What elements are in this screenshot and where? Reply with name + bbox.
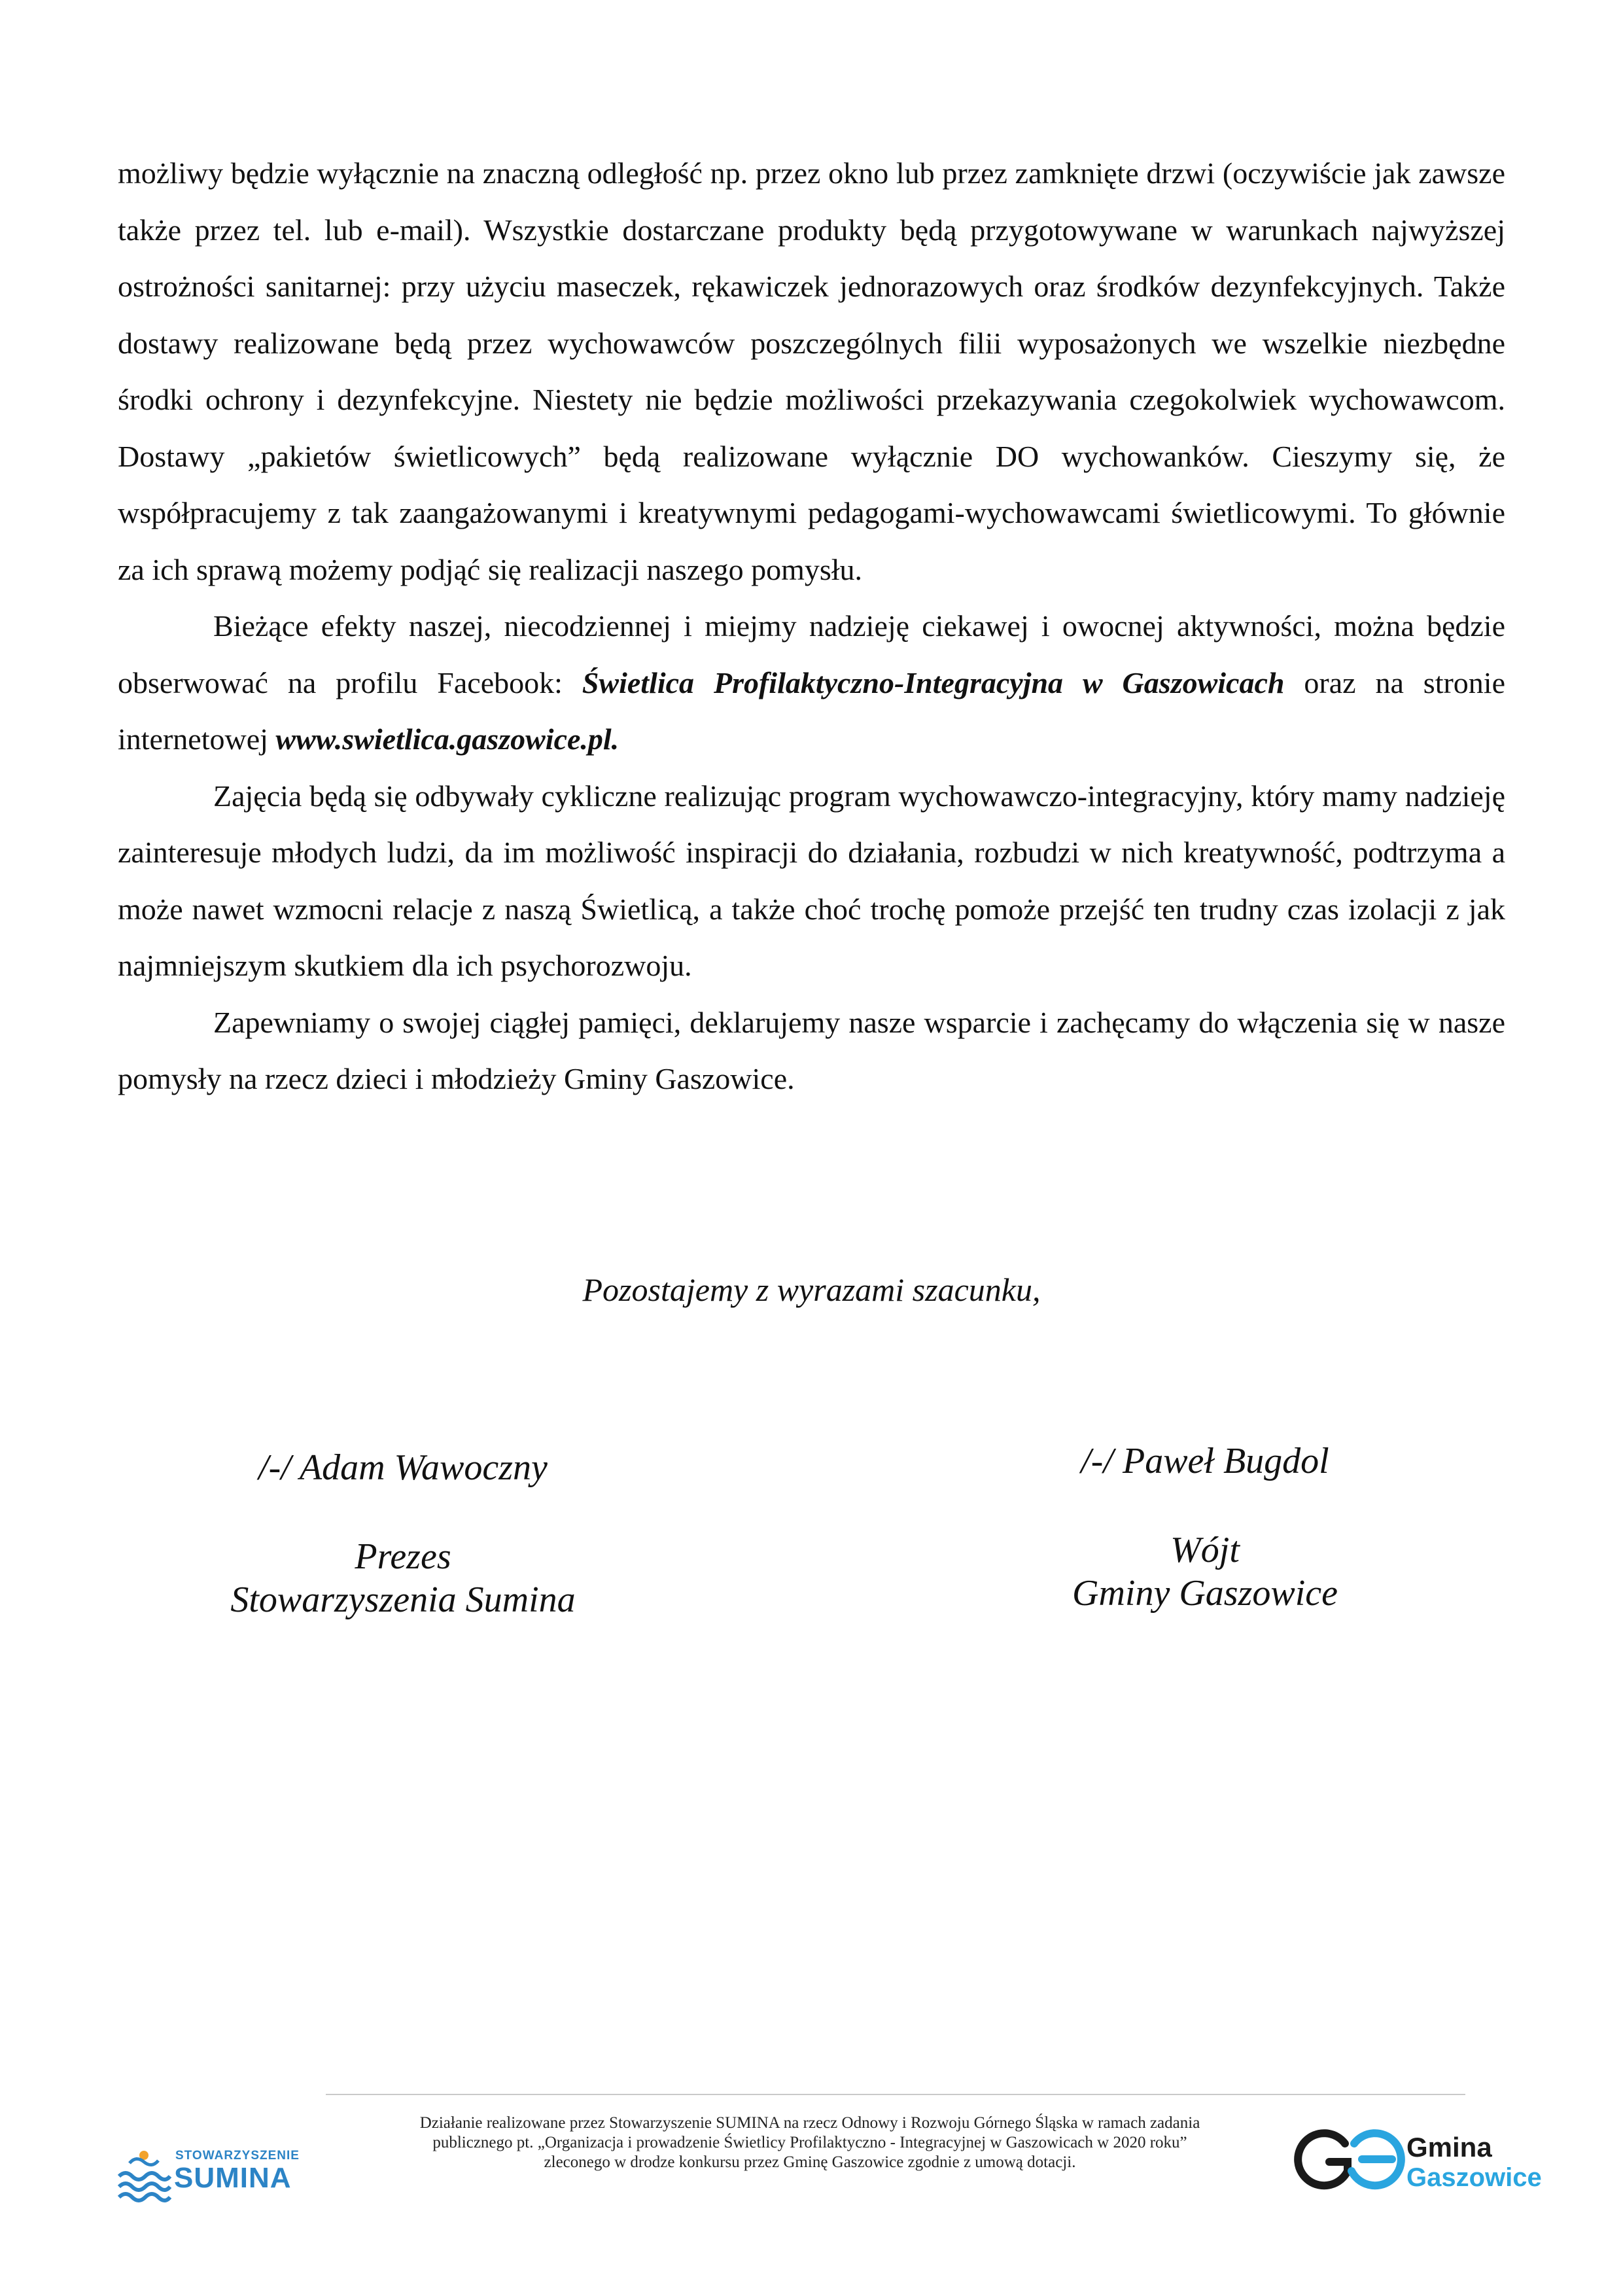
body-paragraph-1: możliwy będzie wyłącznie na znaczną odległość np. przez okno lub przez zamknięte drzwi (oczywiście jak zawsze także przez tel. lub e-mail). Wszystkie dostarczane produkty będą przygotowywane w warunkach najwyższej ostrożności sanitarnej: przy użyciu maseczek, rękawiczek jednorazowych oraz środków dezynfekcyjnych. Także dostawy realizowane będą przez wychowawców poszczególnych filii wyposażonych we wszelkie niezbędne środki ochrony i dezynfekcyjne. Niestety nie będzie możliwości przekazywania czegokolwiek wychowawcom. Dostawy „pakietów świetlicowych” będą realizowane wyłącznie DO wychowanków. Cieszymy się, że współpracujemy z tak zaangażowanymi i kreatywnymi pedagogami-wychowawcami świetlicowymi. To głównie za ich sprawą możemy podjąć się realizacji naszego pomysłu.	[118, 156, 1505, 586]
sumina-logo	[116, 2136, 300, 2208]
sumina-logo-small-text: STOWARZYSZENIE	[175, 2149, 300, 2163]
footer-line-2: publicznego pt. „Organizacja i prowadzenie Świetlicy Profilaktyczno - Integracyjnej w Gaszowicach w 2020 roku”	[432, 2134, 1187, 2151]
sumina-logo-big-text: SUMINA	[174, 2162, 292, 2194]
paragraph-2-middle: oraz na stronie internetowej	[118, 665, 1505, 756]
gmina-logo-word-1: Gmina	[1406, 2132, 1492, 2163]
signature-right-name: /-/ Paweł Bugdol	[1081, 1441, 1329, 1481]
signature-left-name: /-/ Adam Wawoczny	[258, 1447, 548, 1488]
gmina-logo-word-2: Gaszowice	[1406, 2163, 1542, 2192]
body-paragraph-3: Zajęcia będą się odbywały cykliczne realizując program wychowawczo-integracyjny, który mamy nadzieję zainteresuje młodych ludzi, da im możliwość inspiracji do działania, rozbudzi w nich kreatywność, podtrzyma a może nawet wzmocni relacje z naszą Świetlicą, a także choć trochę pomoże przejść ten trudny czas izolacji z jak najmniejszym skutkiem dla ich psychorozwoju.	[118, 779, 1505, 982]
paragraph-2-intro: Bieżące efekty naszej, niecodziennej i miejmy nadzieję ciekawej i owocnej aktywności, można będzie obserwować na profilu Facebook:	[118, 609, 1505, 699]
body-paragraph-2	[118, 598, 1505, 768]
closing-salutation: Pozostajemy z wyrazami szacunku,	[582, 1271, 1041, 1308]
signature-right-role-2: Gminy Gaszowice	[1072, 1573, 1338, 1614]
facebook-profile-name: Świetlica Profilaktyczno-Integracyjna w Gaszowicach	[582, 665, 1285, 699]
signature-left	[154, 1446, 652, 1621]
gmina-gaszowice-g-icon	[1294, 2124, 1405, 2196]
signature-right	[956, 1439, 1454, 1615]
footer-line-3: zleconego w drodze konkursu przez Gminę Gaszowice zgodnie z umową dotacji.	[544, 2153, 1076, 2171]
website-address: www.swietlica.gaszowice.pl.	[275, 722, 620, 756]
sumina-waves-icon	[116, 2144, 171, 2204]
footer-divider	[326, 2094, 1465, 2095]
letter-body	[118, 145, 1505, 1108]
footer-note	[326, 2113, 1294, 2172]
footer-line-1: Działanie realizowane przez Stowarzyszenie SUMINA na rzecz Odnowy i Rozwoju Górnego Śląska w ramach zadania	[419, 2114, 1200, 2132]
body-paragraph-4: Zapewniamy o swojej ciągłej pamięci, deklarujemy nasze wsparcie i zachęcamy do włączenia się w nasze pomysły na rzecz dzieci i młodzieży Gminy Gaszowice.	[118, 1005, 1505, 1095]
signature-left-role-2: Stowarzyszenia Sumina	[230, 1580, 576, 1620]
gmina-gaszowice-logo	[1294, 2124, 1542, 2209]
signature-left-role-1: Prezes	[355, 1536, 451, 1577]
signature-right-role-1: Wójt	[1170, 1530, 1240, 1570]
